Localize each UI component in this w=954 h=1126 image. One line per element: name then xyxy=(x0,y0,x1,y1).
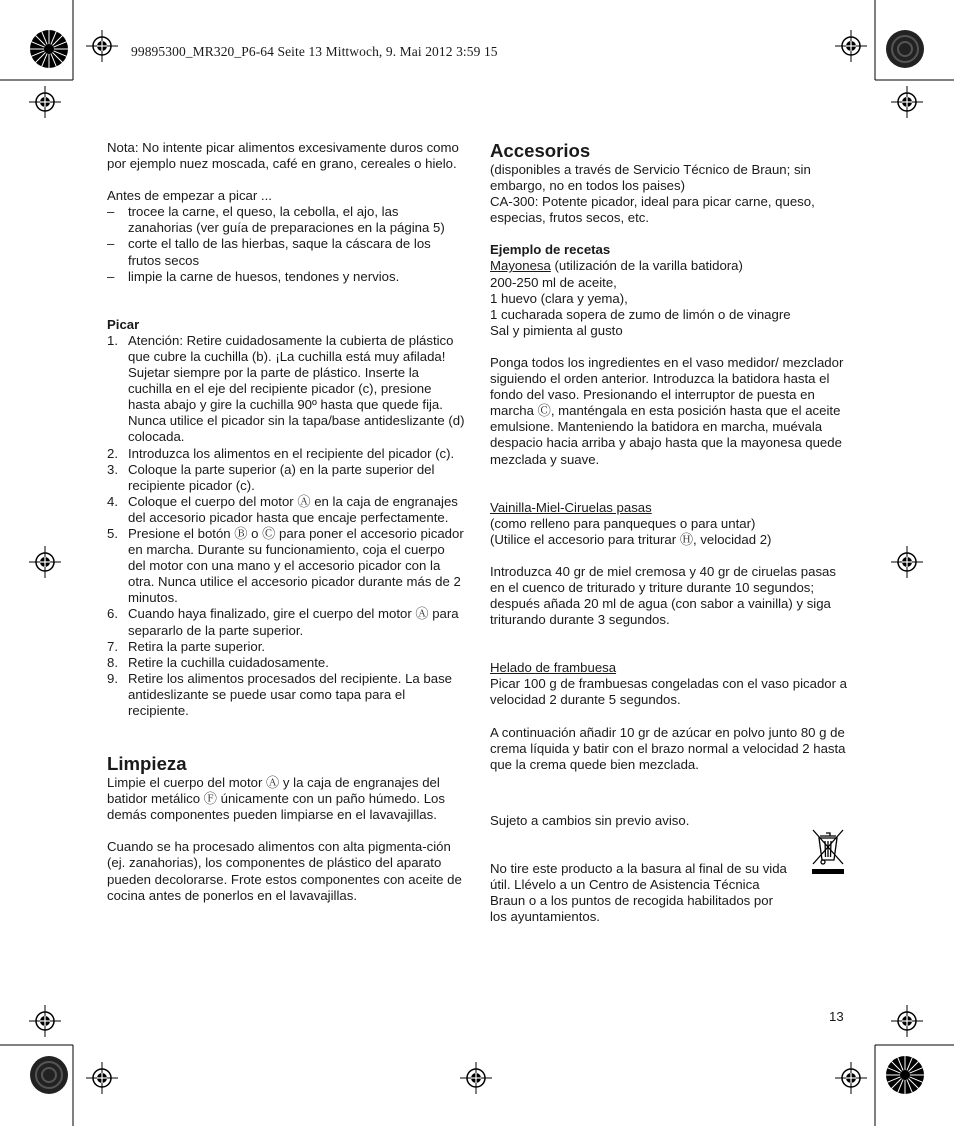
list-item: 8. Retire la cuchilla cuidadosamente. xyxy=(107,654,329,670)
print-register-wheel-icon xyxy=(29,1055,69,1095)
print-register-wheel-icon xyxy=(29,29,69,69)
limpieza-paragraph-2: Cuando se ha procesado alimentos con alta pigmenta-ción (ej. zanahorias), los componentes de plástico del aparato pueden decolorarse. Frote estos componentes con aceite de cocina antes de ponerlos en el lavavajillas. xyxy=(107,839,462,903)
registration-mark-icon xyxy=(891,546,923,578)
list-item: 3. Coloque la parte superior (a) en la parte superior del recipiente picador (c). xyxy=(107,461,435,493)
recetas-heading: Ejemplo de recetas xyxy=(490,242,611,258)
registration-mark-icon xyxy=(891,1005,923,1037)
right-column xyxy=(490,140,850,925)
ingredient-line: Sal y pimienta al gusto xyxy=(490,322,623,338)
vainilla-instructions: Introduzca 40 gr de miel cremosa y 40 gr de ciruelas pasas en el cuenco de triturado y triture durante 10 segundos; después añada 20 ml de agua (con sabor a vainilla) y siga triturando durante 3 segundos. xyxy=(490,563,836,628)
ingredient-line: 1 huevo (clara y yema), xyxy=(490,290,628,306)
list-item: – corte el tallo de las hierbas, saque la cáscara de los frutos secos xyxy=(107,236,465,268)
sujeto-notice: Sujeto a cambios sin previo aviso. xyxy=(490,812,690,828)
registration-mark-icon xyxy=(86,30,118,62)
accesorios-ca300: CA-300: Potente picador, ideal para picar carne, queso, especias, frutos secos, etc. xyxy=(490,194,815,226)
mayonesa-instructions: Ponga todos los ingredientes en el vaso medidor/ mezclador siguiendo el orden anterior. Introduzca la batidora hasta el fondo del vaso. Presionando el interruptor de puesta en marcha Ⓒ, manténgala en esta posición hasta que el aceite emulsione. Manteniendo la batidora en marcha, muévala despacio hacia arriba y abajo hasta que la mayonesa quede mezclada y suave. xyxy=(490,354,844,467)
registration-mark-icon xyxy=(86,1062,118,1094)
nota-paragraph: Nota: No intente picar alimentos excesivamente duros como por ejemplo nuez moscada, café en grano, cereales o hielo. xyxy=(107,140,459,172)
registration-mark-icon xyxy=(835,1062,867,1094)
vainilla-subtitle-2: (Utilice el accesorio para triturar Ⓗ, velocidad 2) xyxy=(490,531,772,547)
list-item: 7. Retira la parte superior. xyxy=(107,638,266,654)
print-register-wheel-icon xyxy=(885,29,925,69)
list-item: 5. Presione el botón Ⓑ o Ⓒ para poner el accesorio picador en marcha. Durante su funcionamiento, coja el cuerpo del motor con una mano y el accesorio picador con la otra. Nunca utilice el accesorio picador durante más de 2 minutos. xyxy=(107,525,464,606)
vainilla-subtitle-1: (como relleno para panqueques o para untar) xyxy=(490,515,756,531)
mayonesa-title-line: Mayonesa (utilización de la varilla batidora) xyxy=(490,258,743,274)
list-item: – limpie la carne de huesos, tendones y nervios. xyxy=(107,269,465,285)
print-register-wheel-icon xyxy=(885,1055,925,1095)
picar-heading: Picar xyxy=(107,316,140,332)
registration-mark-icon xyxy=(29,546,61,578)
registration-mark-icon xyxy=(891,86,923,118)
accesorios-heading: Accesorios xyxy=(490,140,591,161)
registration-mark-icon xyxy=(460,1062,492,1094)
helado-title: Helado de frambuesa xyxy=(490,660,617,676)
list-item: – trocee la carne, el queso, la cebolla, el ajo, las zanahorias (ver guía de preparaciones en la página 5) xyxy=(107,204,465,236)
registration-mark-icon xyxy=(29,86,61,118)
list-item: 6. Cuando haya finalizado, gire el cuerpo del motor Ⓐ para separarlo de la parte superior. xyxy=(107,606,459,638)
registration-mark-icon xyxy=(835,30,867,62)
helado-instructions-2: A continuación añadir 10 gr de azúcar en polvo junto 80 g de crema líquida y batir con el brazo normal a velocidad 2 hasta que la crema quede bien mezclada. xyxy=(490,724,846,772)
print-header: 99895300_MR320_P6-64 Seite 13 Mittwoch, 9. Mai 2012 3:59 15 xyxy=(131,44,498,59)
preparation-list xyxy=(107,204,465,284)
mayonesa-title: Mayonesa xyxy=(490,258,551,274)
ingredient-line: 200-250 ml de aceite, xyxy=(490,274,617,290)
page-number: 13 xyxy=(829,1009,844,1024)
list-item: 4. Coloque el cuerpo del motor Ⓐ en la caja de engranajes del accesorio picador hasta que encaje perfectamente. xyxy=(107,493,458,525)
registration-mark-icon xyxy=(29,1005,61,1037)
limpieza-heading: Limpieza xyxy=(107,753,187,775)
crossed-out-wheelie-bin-icon xyxy=(810,826,846,876)
disposal-notice: No tire este producto a la basura al final de su vida útil. Llévelo a un Centro de Asistencia Técnica Braun o a los puntos de recogida habilitados por los ayuntamientos. xyxy=(490,860,787,925)
accesorios-availability: (disponibles a través de Servicio Técnico de Braun; sin embargo, no en todos los paises) xyxy=(490,162,811,194)
vainilla-title: Vainilla-Miel-Ciruelas pasas xyxy=(490,499,652,515)
list-item: 2. Introduzca los alimentos en el recipiente del picador (c). xyxy=(107,445,455,461)
helado-instructions-1: Picar 100 g de frambuesas congeladas con el vaso picador a velocidad 2 durante 5 segundos. xyxy=(490,676,848,708)
left-column xyxy=(107,140,465,904)
antes-intro: Antes de empezar a picar ... xyxy=(107,188,272,204)
picar-steps xyxy=(107,333,465,719)
ingredient-line: 1 cucharada sopera de zumo de limón o de vinagre xyxy=(490,306,791,322)
limpieza-paragraph-1: Limpie el cuerpo del motor Ⓐ y la caja de engranajes del batidor metálico Ⓕ únicamente con un paño húmedo. Los demás componentes pueden limpiarse en el lavavajillas. xyxy=(107,775,445,823)
list-item: 1. Atención: Retire cuidadosamente la cubierta de plástico que cubre la cuchilla (b). ¡La cuchilla está muy afilada! Sujetar siempre por la parte de plástico. Inserte la cuchilla en el eje del recipiente picador (c), presione hasta abajo y gire la cuchilla 90º hasta que quede fija. Nunca utilice el picador sin la tapa/base antideslizante (d) colocada. xyxy=(107,332,465,445)
list-item: 9. Retire los alimentos procesados del recipiente. La base antideslizante se puede usar como tapa para el recipiente. xyxy=(107,670,453,718)
